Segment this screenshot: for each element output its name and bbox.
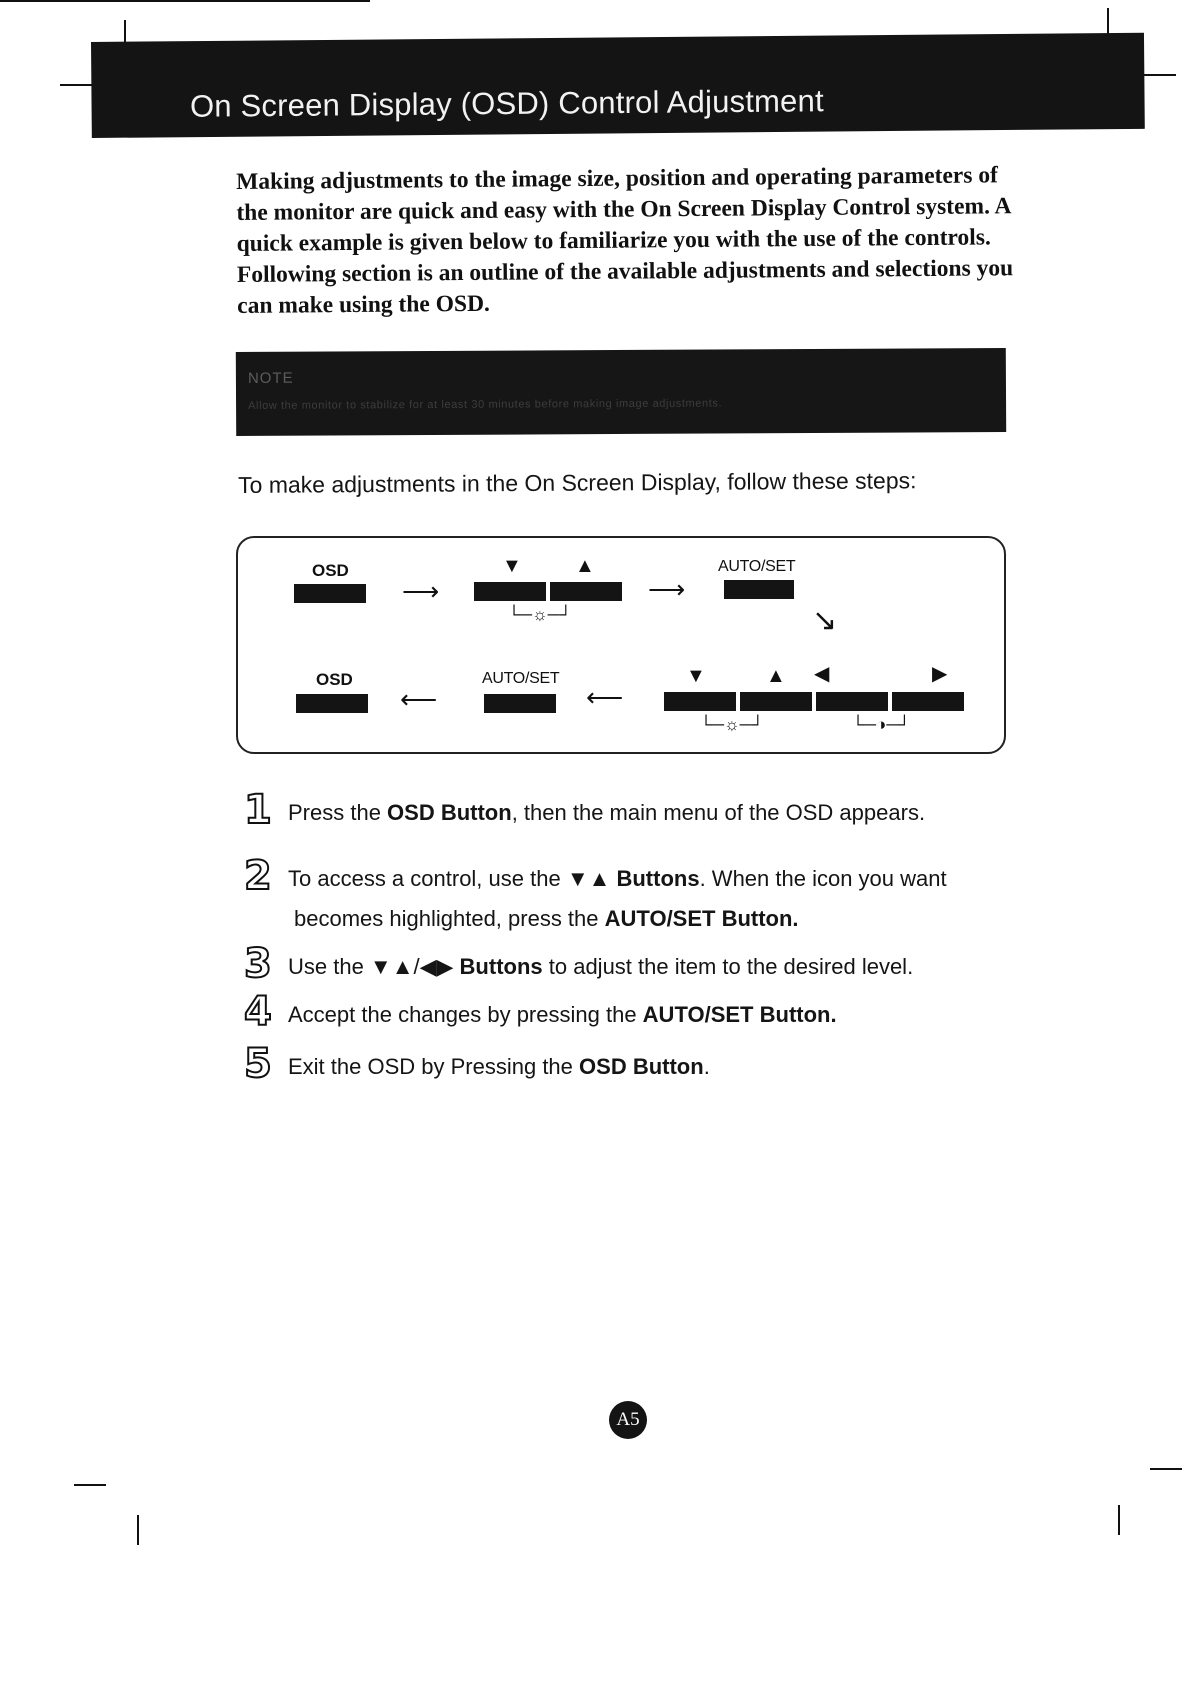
step-text: Exit the OSD by Pressing the OSD Button. [288, 1054, 710, 1079]
left-arrow-icon: ◀ [814, 663, 830, 685]
note-box [236, 348, 1006, 436]
crop-mark [1150, 1468, 1182, 1470]
contrast-bracket-icon: └─◑─┘ [852, 715, 911, 734]
crop-mark [137, 1515, 139, 1545]
right-button[interactable] [892, 692, 964, 711]
down-button[interactable] [664, 692, 736, 711]
osd-label: OSD [312, 561, 349, 580]
up-arrow-icon: ▲ [766, 665, 786, 687]
page-title: On Screen Display (OSD) Control Adjustment [189, 83, 824, 124]
crop-mark [74, 1484, 106, 1486]
step-number: 5 [244, 1041, 272, 1087]
flow-arrow-icon: ⟵ [586, 682, 624, 712]
osd-button[interactable] [296, 694, 368, 713]
autoset-button[interactable] [484, 694, 556, 713]
button-flow-diagram [236, 536, 1006, 754]
crop-mark [60, 84, 92, 86]
brightness-bracket-icon: └─☼─┘ [508, 605, 572, 624]
crop-mark [1144, 74, 1176, 76]
step-text: Use the ▼▲/◀▶ Buttons to adjust the item to the desired level. [288, 954, 914, 979]
osd-label: OSD [316, 670, 353, 689]
flow-arrow-icon: ⟵ [400, 684, 438, 714]
flow-diagonal-arrow-icon: ↘ [812, 604, 838, 637]
brightness-bracket-icon: └─☼─┘ [700, 715, 764, 734]
page-number-badge: A5 [609, 1401, 647, 1439]
step-number: 2 [244, 853, 272, 899]
step-text: Accept the changes by pressing the AUTO/SET Button. [288, 1002, 837, 1027]
down-arrow-icon: ▼ [502, 555, 522, 577]
left-button[interactable] [816, 692, 888, 711]
autoset-label: AUTO/SET [482, 670, 560, 687]
note-label: NOTE [247, 369, 294, 387]
autoset-label: AUTO/SET [718, 558, 796, 575]
steps-intro: To make adjustments in the On Screen Display, follow these steps: [238, 467, 917, 498]
crop-mark [1118, 1505, 1120, 1535]
flow-arrow-icon: ⟶ [402, 576, 440, 606]
step-number: 1 [244, 787, 272, 833]
down-arrow-icon: ▼ [686, 665, 706, 687]
step-text: Press the OSD Button, then the main menu of the OSD appears. [288, 800, 926, 825]
flow-arrow-icon: ⟶ [648, 574, 686, 604]
intro-paragraph: Making adjustments to the image size, position and operating parameters of the monitor are quick and easy with the On Screen Display Control system. A quick example is given below to familiarize you with the use of the controls. Following section is an outline of the available adjustments and selections you can make using the OSD. [236, 162, 1014, 319]
right-arrow-icon: ▶ [932, 663, 948, 685]
step-text-line-2: becomes highlighted, press the AUTO/SET Button. [294, 906, 799, 931]
crop-mark [0, 0, 370, 2]
up-button[interactable] [740, 692, 812, 711]
step-number: 4 [244, 989, 272, 1035]
down-button[interactable] [474, 582, 546, 601]
autoset-button[interactable] [724, 580, 794, 599]
step-number: 3 [244, 941, 272, 987]
up-button[interactable] [550, 582, 622, 601]
step-text: To access a control, use the ▼▲ Buttons. When the icon you want [288, 866, 947, 891]
osd-button[interactable] [294, 584, 366, 603]
note-text: Allow the monitor to stabilize for at least 30 minutes before making image adjustments. [248, 397, 723, 412]
up-arrow-icon: ▲ [575, 555, 595, 577]
